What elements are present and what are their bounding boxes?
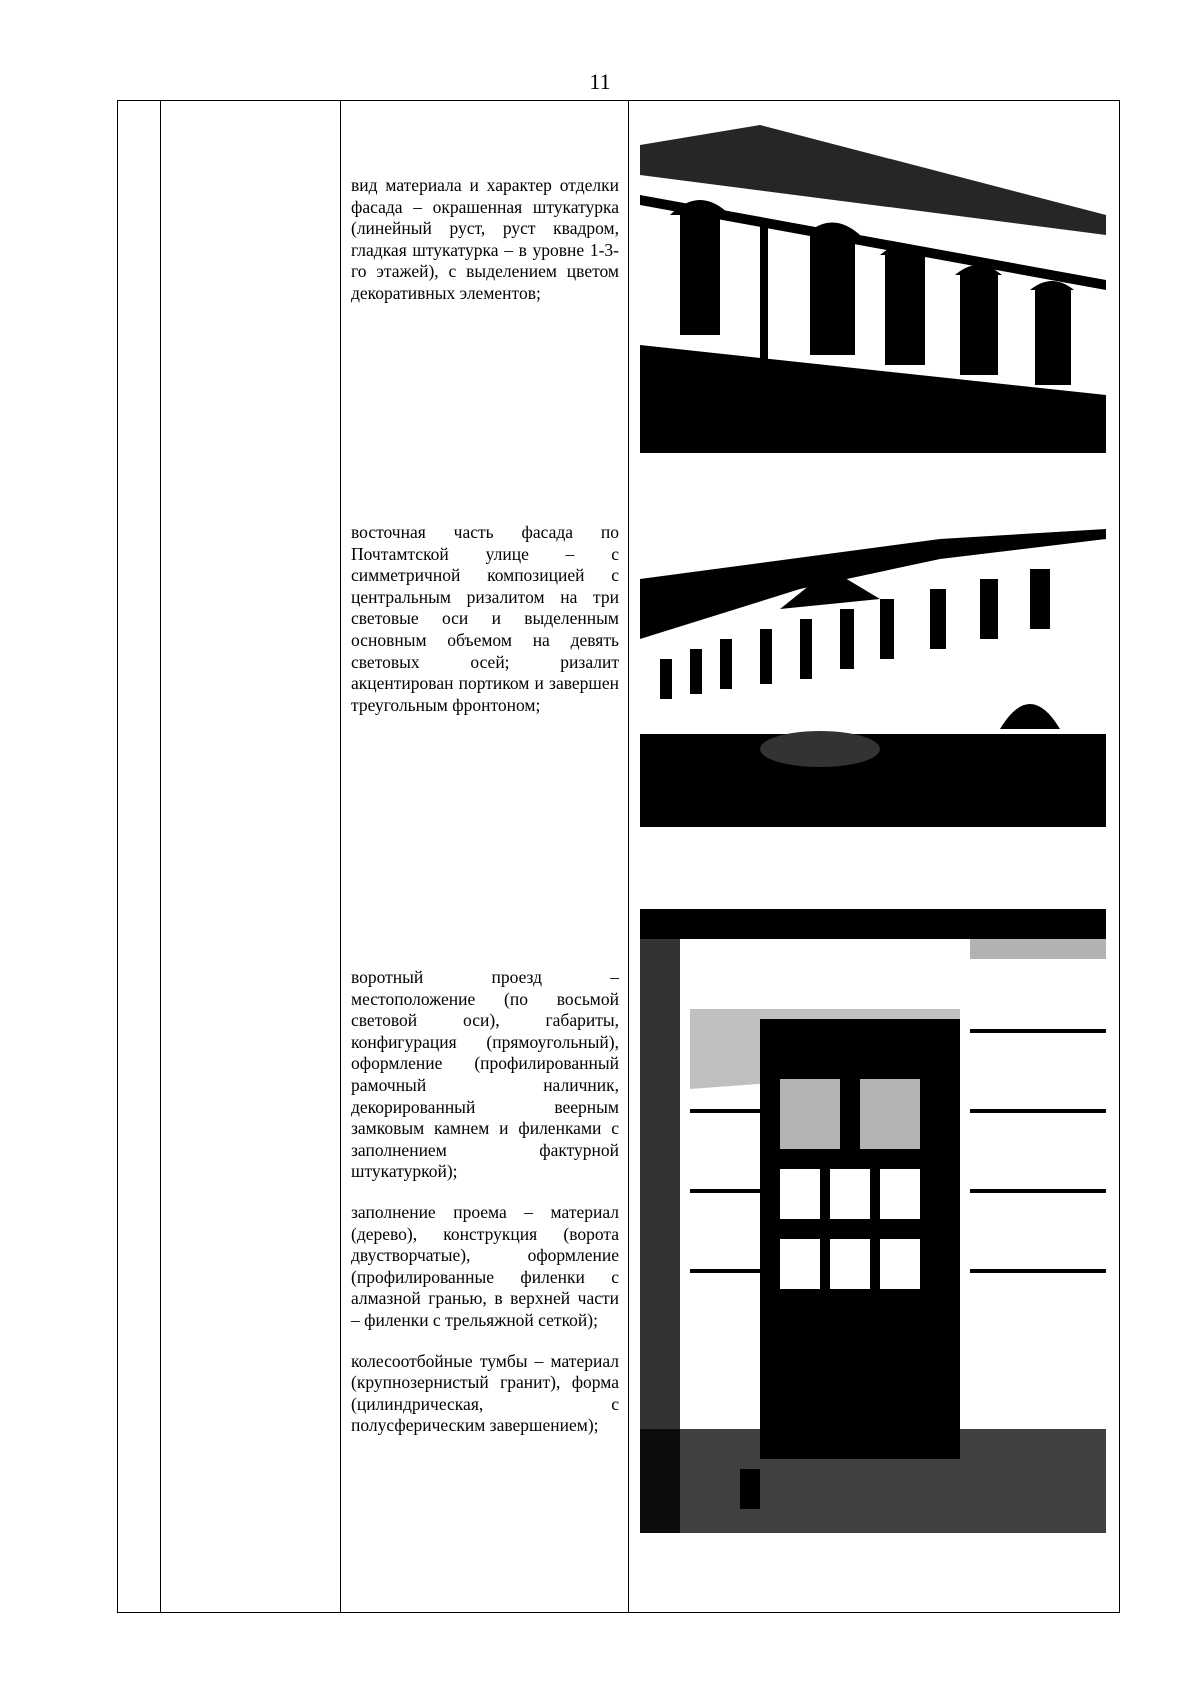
column-divider xyxy=(628,101,629,1612)
page-number: 11 xyxy=(589,69,611,94)
paragraph: вид материала и характер отделки фасада – окрашенная штукатурка (линейный руст, руст квадром, гладкая штукатурка – в уровне 1-3-го этажей), с выделением цветом декоративных элементов; xyxy=(351,175,619,303)
east-facade-description xyxy=(351,522,619,716)
paragraph: восточная часть фасада по Почтамтской улице – с симметричной композицией с центральным ризалитом на три световые оси и выделенным основным объемом на девять световых осей; ризалит акцентирован портиком и завершен треугольным фронтоном; xyxy=(351,522,619,715)
column-divider xyxy=(160,101,161,1612)
paragraph: колесоотбойные тумбы – материал (крупнозернистый гранит), форма (цилиндрическая, с полусферическим завершением); xyxy=(351,1350,619,1436)
gateway-description xyxy=(351,967,619,1437)
paragraph: заполнение проема – материал (дерево), конструкция (ворота двустворчатые), оформление (профилированные филенки с алмазной гранью, в верхней части – филенки с трельяжной сеткой); xyxy=(351,1201,619,1330)
gateway-photo xyxy=(640,909,1106,1533)
column-divider xyxy=(340,101,341,1612)
east-facade-photo xyxy=(640,499,1106,827)
document-table xyxy=(117,100,1120,1613)
facade-photo xyxy=(640,105,1106,453)
paragraph: воротный проезд – местоположение (по восьмой световой оси), габариты, конфигурация (прямоугольный), оформление (профилированный рамочный наличник, декорированный веерным замковым камнем и филенками с заполнением фактурной штукатуркой); xyxy=(351,967,619,1182)
facade-finish-description xyxy=(351,175,619,305)
